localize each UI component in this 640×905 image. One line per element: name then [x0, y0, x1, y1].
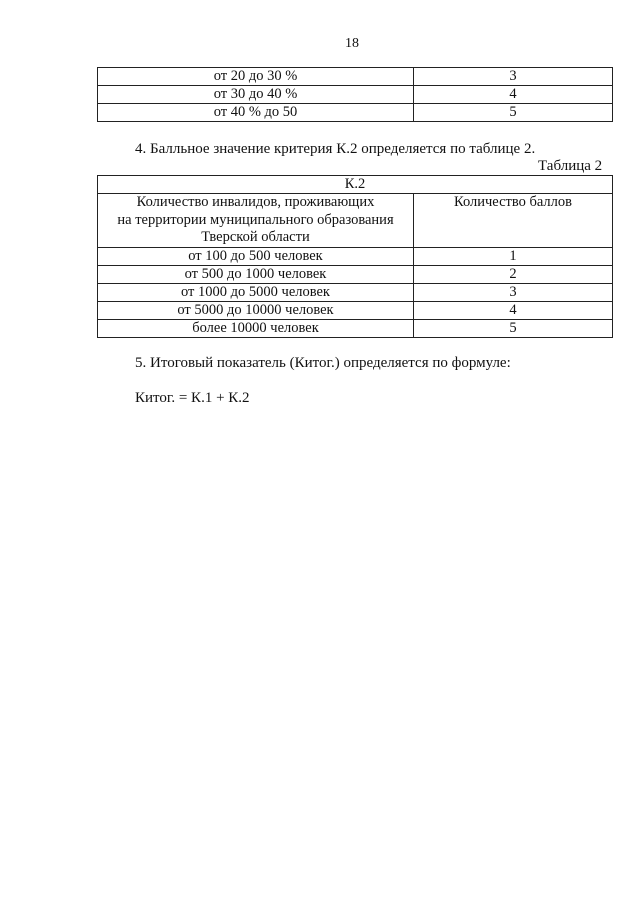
header-left: [98, 194, 414, 248]
header-left-line: Тверской области: [201, 229, 310, 245]
range-cell: более 10000 человек: [98, 319, 414, 337]
range-cell: от 20 до 30 %: [98, 68, 414, 86]
table-row: [98, 68, 613, 86]
range-cell: от 1000 до 5000 человек: [98, 283, 414, 301]
page-number: 18: [345, 36, 359, 51]
header-left-line: Количество инвалидов, проживающих: [136, 194, 375, 210]
table-row: [98, 104, 613, 122]
paragraph-4: 4. Балльное значение критерия К.2 определяется по таблице 2.: [135, 141, 536, 157]
header-right: Количество баллов: [414, 194, 613, 248]
table-row: [98, 265, 613, 283]
table-row: [98, 86, 613, 104]
score-cell: 1: [414, 247, 613, 265]
criteria-k2-table: [97, 175, 613, 338]
table-row: [98, 283, 613, 301]
range-cell: от 500 до 1000 человек: [98, 265, 414, 283]
score-cell: 4: [414, 301, 613, 319]
table-row: [98, 301, 613, 319]
range-cell: от 30 до 40 %: [98, 86, 414, 104]
score-cell: 5: [414, 319, 613, 337]
criteria-k1-table-continuation: [97, 67, 613, 122]
table-2-caption: Таблица 2: [538, 158, 603, 174]
range-cell: от 100 до 500 человек: [98, 247, 414, 265]
table-title-row: [98, 176, 613, 194]
table-row: [98, 247, 613, 265]
paragraph-5: 5. Итоговый показатель (Китог.) определяется по формуле:: [135, 355, 511, 371]
score-cell: 5: [414, 104, 613, 122]
table-row: [98, 319, 613, 337]
range-cell: от 40 % до 50: [98, 104, 414, 122]
table-header-row: [98, 194, 613, 248]
score-cell: 4: [414, 86, 613, 104]
formula: Китог. = К.1 + К.2: [135, 390, 250, 406]
range-cell: от 5000 до 10000 человек: [98, 301, 414, 319]
table-title: К.2: [98, 176, 613, 194]
header-left-line: на территории муниципального образования: [117, 211, 394, 228]
score-cell: 3: [414, 68, 613, 86]
score-cell: 3: [414, 283, 613, 301]
score-cell: 2: [414, 265, 613, 283]
